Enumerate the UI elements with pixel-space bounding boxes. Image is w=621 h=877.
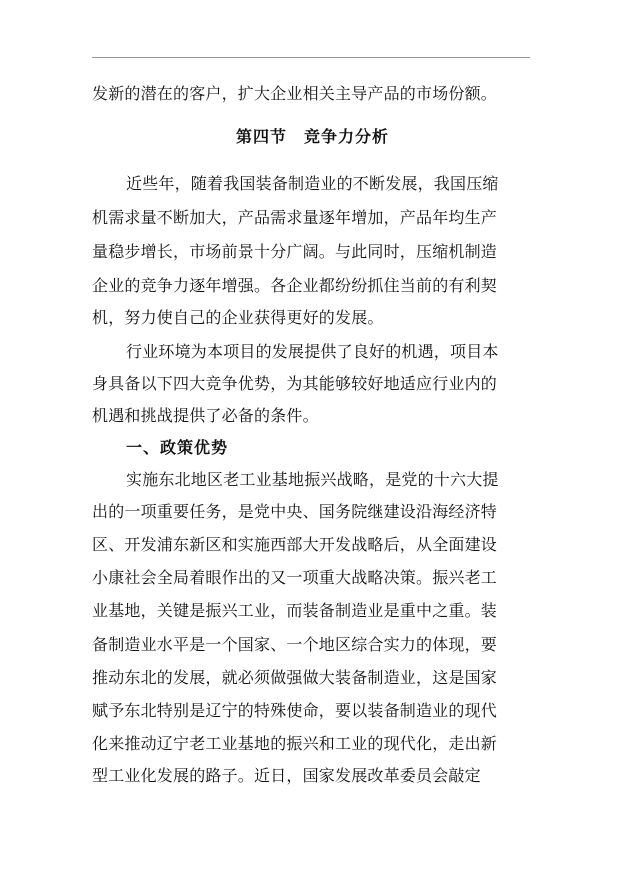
- paragraph-2-line-3: 机遇和挑战提供了必备的条件。: [92, 406, 319, 425]
- paragraph-1-line-1: 近些年，随着我国装备制造业的不断发展，我国压缩: [126, 174, 499, 193]
- paragraph-1-line-4: 企业的竞争力逐年增强。各企业都纷纷抓住当前的有利契: [92, 276, 498, 295]
- subheading-policy: 一、政策优势: [126, 438, 229, 457]
- paragraph-3-line-3: 区、开发浦东新区和实施西部大开发战略后，从全面建设: [92, 535, 498, 554]
- continuation-line: 发新的潜在的客户，扩大企业相关主导产品的市场份额。: [92, 84, 498, 103]
- paragraph-3-line-6: 备制造业水平是一个国家、一个地区综合实力的体现，要: [92, 635, 498, 654]
- paragraph-3-line-8: 赋予东北特别是辽宁的特殊使命，要以装备制造业的现代: [92, 701, 498, 720]
- paragraph-3-line-7: 推动东北的发展，就必须做强做大装备制造业，这是国家: [92, 668, 498, 687]
- section-title: 第四节 竞争力分析: [236, 127, 390, 146]
- paragraph-3-line-2: 出的一项重要任务，是党中央、国务院继建设沿海经济特: [92, 502, 498, 521]
- header-rule: [92, 57, 530, 58]
- paragraph-3-line-1: 实施东北地区老工业基地振兴战略，是党的十六大提: [126, 470, 499, 489]
- paragraph-3-line-4: 小康社会全局着眼作出的又一项重大战略决策。振兴老工: [92, 568, 498, 587]
- paragraph-1-line-3: 量稳步增长，市场前景十分广阔。与此同时，压缩机制造: [92, 242, 498, 261]
- paragraph-2-line-1: 行业环境为本项目的发展提供了良好的机遇，项目本: [126, 342, 499, 361]
- paragraph-1-line-2: 机需求量不断加大，产品需求量逐年增加，产品年均生产: [92, 208, 498, 227]
- paragraph-2-line-2: 身具备以下四大竞争优势，为其能够较好地适应行业内的: [92, 374, 498, 393]
- paragraph-3-line-9: 化来推动辽宁老工业基地的振兴和工业的现代化，走出新: [92, 734, 498, 753]
- paragraph-3-line-10: 型工业化发展的路子。近日，国家发展改革委员会敲定: [92, 766, 481, 785]
- paragraph-3-line-5: 业基地，关键是振兴工业，而装备制造业是重中之重。装: [92, 601, 498, 620]
- paragraph-1-line-5: 机，努力使自己的企业获得更好的发展。: [92, 308, 384, 327]
